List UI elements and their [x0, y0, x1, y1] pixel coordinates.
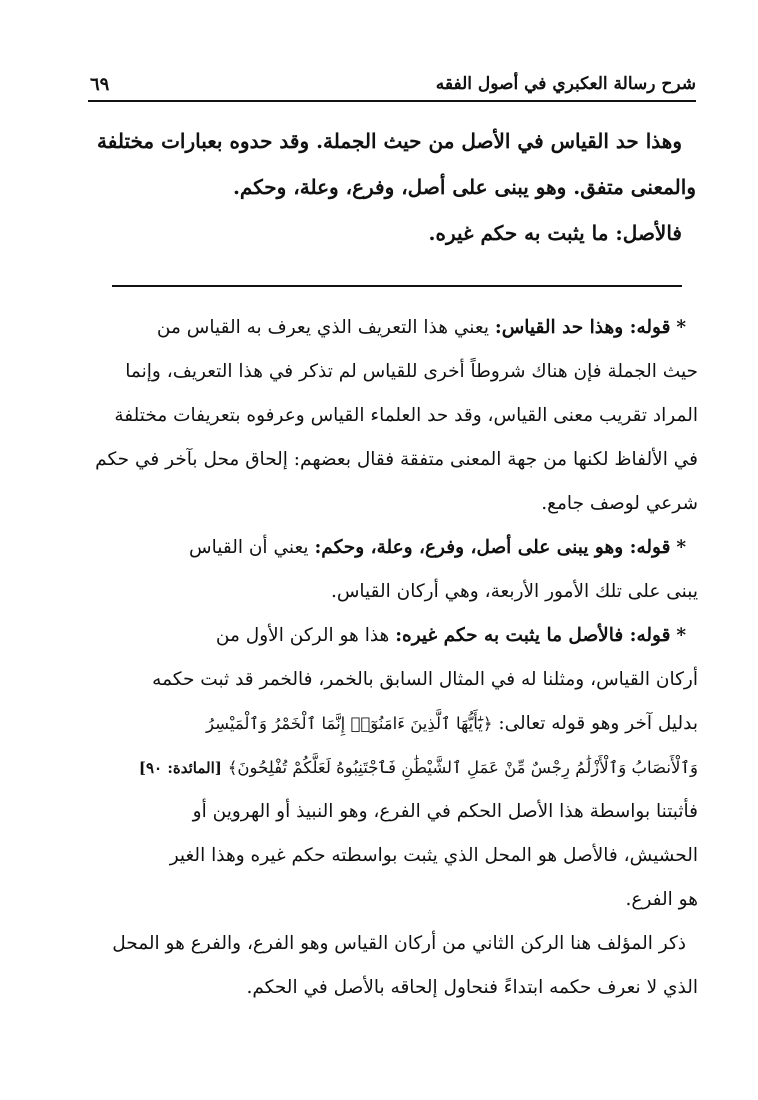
commentary-line: ذكر المؤلف هنا الركن الثاني من أركان القياس وهو الفرع، والفرع هو المحل — [112, 933, 686, 954]
verse-reference: [المائدة: ٩٠] — [138, 759, 222, 777]
commentary-line: المراد تقريب معنى القياس، وقد حد العلماء القياس وعرفوه بتعريفات مختلفة — [114, 405, 698, 426]
commentary-line: يبنى على تلك الأمور الأربعة، وهي أركان القياس. — [330, 581, 698, 602]
commentary-text: يعني هذا التعريف الذي يعرف به القياس من — [156, 317, 489, 338]
running-title: شرح رسالة العكبري في أصول الفقه — [435, 74, 696, 94]
commentary-line: الذي لا نعرف حكمه ابتداءً فنحاول إلحاقه بالأصل في الحكم. — [246, 977, 698, 998]
commentary-text: بدليل آخر وهو قوله تعالى: — [498, 713, 698, 734]
running-header — [88, 66, 696, 102]
commentary-lead: قوله: فالأصل ما يثبت به حكم غيره: — [395, 625, 671, 646]
commentary-line: شرعي لوصف جامع. — [541, 493, 698, 514]
commentary-text: يعني أن القياس — [189, 537, 309, 558]
commentary-line: حيث الجملة فإن هناك شروطاً أخرى للقياس لم تذكر في هذا التعريف، وإنما — [125, 361, 698, 382]
quran-verse: وَٱلْأَنصَابُ وَٱلْأَزْلَٰمُ رِجْسٌ مِّنْ عَمَلِ ٱلشَّيْطَٰنِ فَٱجْتَنِبُوهُ لَعَلَّكُمْ تُفْلِحُونَ﴾ — [227, 758, 698, 777]
main-text — [96, 118, 696, 256]
commentary-line: أركان القياس، ومثلنا له في المثال السابق بالخمر، فالخمر قد ثبت حكمه — [152, 669, 698, 690]
page-number: ٦٩ — [90, 74, 110, 95]
bullet-star: * — [676, 537, 686, 558]
commentary-line — [86, 614, 698, 658]
footnote-divider — [112, 285, 682, 287]
main-text-line: فالأصل: ما يثبت به حكم غيره. — [428, 221, 682, 245]
commentary-lead: قوله: وهو يبنى على أصل، وفرع، وعلة، وحكم: — [314, 537, 671, 558]
main-text-line: والمعنى متفق. وهو يبنى على أصل، وفرع، وعلة، وحكم. — [232, 175, 696, 199]
commentary-line: فأثبتنا بواسطة هذا الأصل الحكم في الفرع، وهو النبيذ أو الهروين أو — [192, 801, 698, 822]
commentary-line — [86, 526, 698, 570]
commentary — [86, 306, 698, 1010]
commentary-line: في الألفاظ لكنها من جهة المعنى متفقة فقال بعضهم: إلحاق محل بآخر في حكم — [95, 449, 698, 470]
commentary-line — [86, 306, 698, 350]
commentary-line: هو الفرع. — [625, 889, 698, 910]
commentary-line — [86, 702, 698, 746]
commentary-text: هذا هو الركن الأول من — [215, 625, 390, 646]
quran-verse: ﴿يَٰٓأَيُّهَا ٱلَّذِينَ ءَامَنُوٓا۟ إِنَّمَا ٱلْخَمْرُ وَٱلْمَيْسِرُ — [206, 714, 493, 733]
commentary-lead: قوله: وهذا حد القياس: — [494, 317, 671, 338]
bullet-star: * — [676, 625, 686, 646]
commentary-line: الحشيش، فالأصل هو المحل الذي يثبت بواسطته حكم غيره وهذا الغير — [169, 845, 698, 866]
commentary-line — [86, 746, 698, 790]
main-text-line: وهذا حد القياس في الأصل من حيث الجملة. وقد حدوه بعبارات مختلفة — [97, 129, 682, 153]
bullet-star: * — [676, 317, 686, 338]
